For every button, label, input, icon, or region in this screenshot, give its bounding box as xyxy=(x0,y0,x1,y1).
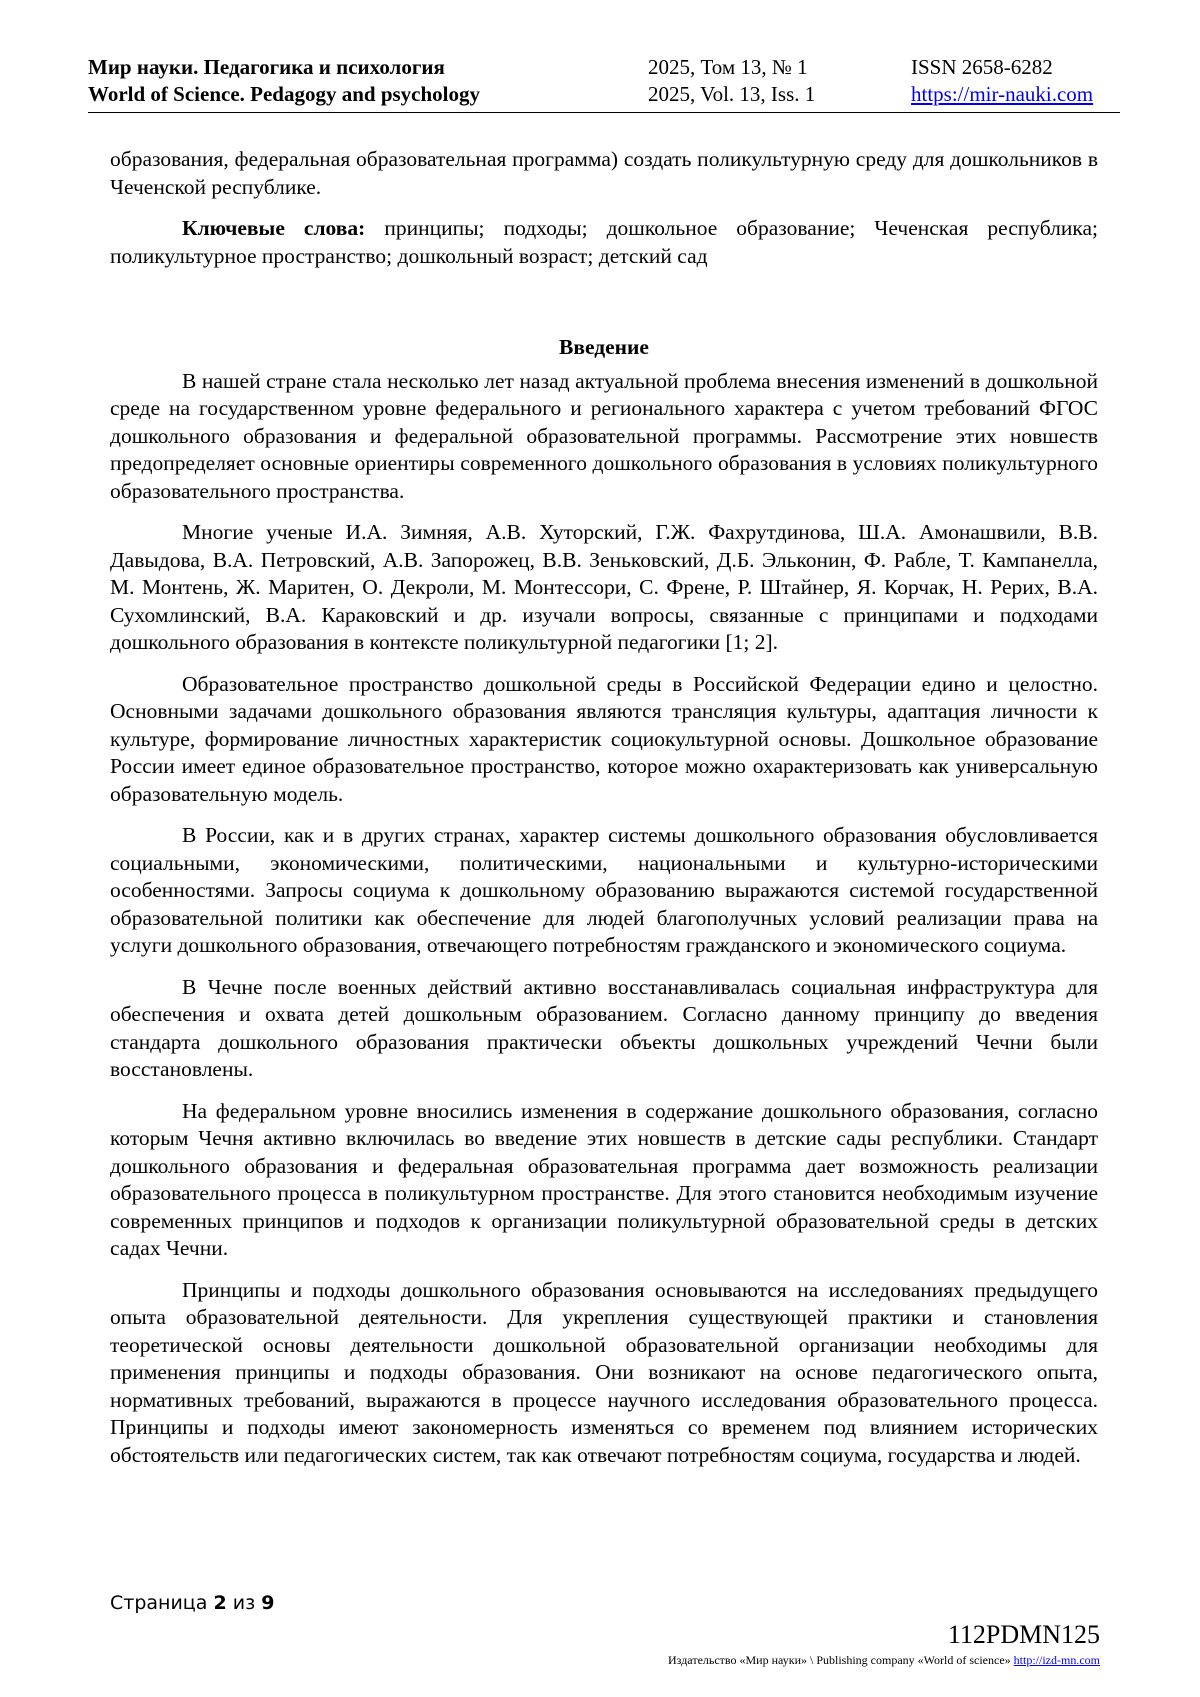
issn-block xyxy=(911,54,1093,108)
paragraph-7: Принципы и подходы дошкольного образования основываются на исследованиях предыдущего опыта образовательной деятельности. Для укрепления существующей практики и становления теоретической основы деятельности дошкольной образовательной организации необходимы для применения принципы и подходы образования. Они возникают на основе педагогического опыта, нормативных требований, выражаются в процессе научного исследования образовательного процесса. Принципы и подходы имеют закономерность изменяться со временем под влиянием исторических обстоятельств или педагогических систем, так как отвечают потребностям социума, государства и людей. xyxy=(110,1277,1098,1467)
publisher-link[interactable]: http://izd-mn.com xyxy=(1013,1653,1100,1667)
article-code: 112PDMN125 xyxy=(947,1620,1100,1649)
issue-info-en: 2025, Vol. 13, Iss. 1 xyxy=(648,82,816,106)
keywords-text: принципы; подходы; дошкольное образование; Чеченская республика; поликультурное пространство; дошкольный возраст; детский сад xyxy=(110,216,1098,268)
paragraph-6: На федеральном уровне вносились изменения в содержание дошкольного образования, согласно которым Чечня активно включилась во введение этих новшеств в детские сады республики. Стандарт дошкольного образования и федеральная образовательная программа дает возможность реализации образовательного процесса в поликультурном пространстве. Для этого становится необходимым изучение современных принципов и подходов к организации поликультурной образовательной среды в детских садах Чечни. xyxy=(110,1098,1098,1260)
keywords-label: Ключевые слова: xyxy=(182,216,366,240)
issue-info-ru: 2025, Том 13, № 1 xyxy=(648,55,808,79)
issn: ISSN 2658-6282 xyxy=(911,55,1053,79)
issue-block xyxy=(648,54,815,108)
page-number: Страница 2 из 9 xyxy=(110,1592,275,1614)
journal-title-ru: Мир науки. Педагогика и психология xyxy=(88,55,445,79)
journal-url-link[interactable]: https://mir-nauki.com xyxy=(911,82,1094,106)
paragraph-1: В нашей стране стала несколько лет назад актуальной проблема внесения изменений в дошкольной среде на государственном уровне федерального и регионального характера с учетом требований ФГОС дошкольного образования и федеральной образовательной программы. Рассмотрение этих новшеств предопределяет основные ориентиры современного дошкольного образования в условиях поликультурного образовательного пространства. xyxy=(110,368,1098,503)
page-total: 9 xyxy=(261,1592,275,1614)
paragraph-3: Образовательное пространство дошкольной среды в Российской Федерации едино и целостно. Основными задачами дошкольного образования являются трансляция культуры, адаптация личности к культуре, формирование личностных характеристик социокультурной основы. Дошкольное образование России имеет единое образовательное пространство, которое можно охарактеризовать как универсальную образовательную модель. xyxy=(110,671,1098,806)
paragraph-2: Многие ученые И.А. Зимняя, А.В. Хуторский, Г.Ж. Фахрутдинова, Ш.А. Амонашвили, В.В. Давыдова, В.А. Петровский, А.В. Запорожец, В.В. Зеньковский, Д.Б. Эльконин, Ф. Рабле, Т. Кампанелла, М. Монтень, Ж. Маритен, О. Декроли, М. Монтессори, С. Френе, Р. Штайнер, Я. Корчак, Н. Рерих, В.А. Сухомлинский, В.А. Караковский и др. изучали вопросы, связанные с принципами и подходами дошкольного образования в контексте поликультурной педагогики [1; 2]. xyxy=(110,520,1098,654)
publisher-line xyxy=(668,1653,1100,1668)
page-current: 2 xyxy=(213,1592,227,1614)
section-title: Введение xyxy=(559,335,649,359)
paragraph-5: В Чечне после военных действий активно восстанавливалась социальная инфраструктура для обеспечения и охвата детей дошкольным образованием. Согласно данному принципу до введения стандарта дошкольного образования практически объекты дошкольных учреждений Чечни были восстановлены. xyxy=(110,974,1098,1081)
journal-title-en: World of Science. Pedagogy and psychology xyxy=(88,82,481,106)
paragraph-4: В России, как и в других странах, характер системы дошкольного образования обусловливается социальными, экономическими, политическими, национальными и культурно-историческими особенностями. Запросы социума к дошкольному образованию выражаются системой государственной образовательной политики как обеспечение для людей благополучных условий реализации права на услуги дошкольного образования, отвечающего потребностям гражданского и экономического социума. xyxy=(110,823,1098,957)
journal-title-block xyxy=(88,54,480,108)
publisher-text: Издательство «Мир науки» \ Publishing company «World of science» xyxy=(668,1653,1014,1667)
abstract-fragment: образования, федеральная образовательная программа) создать поликультурную среду для дошкольников в Чеченской республике. xyxy=(110,147,1098,199)
keywords xyxy=(110,215,1098,270)
article-body xyxy=(110,146,1098,1483)
page-header xyxy=(88,50,1120,113)
